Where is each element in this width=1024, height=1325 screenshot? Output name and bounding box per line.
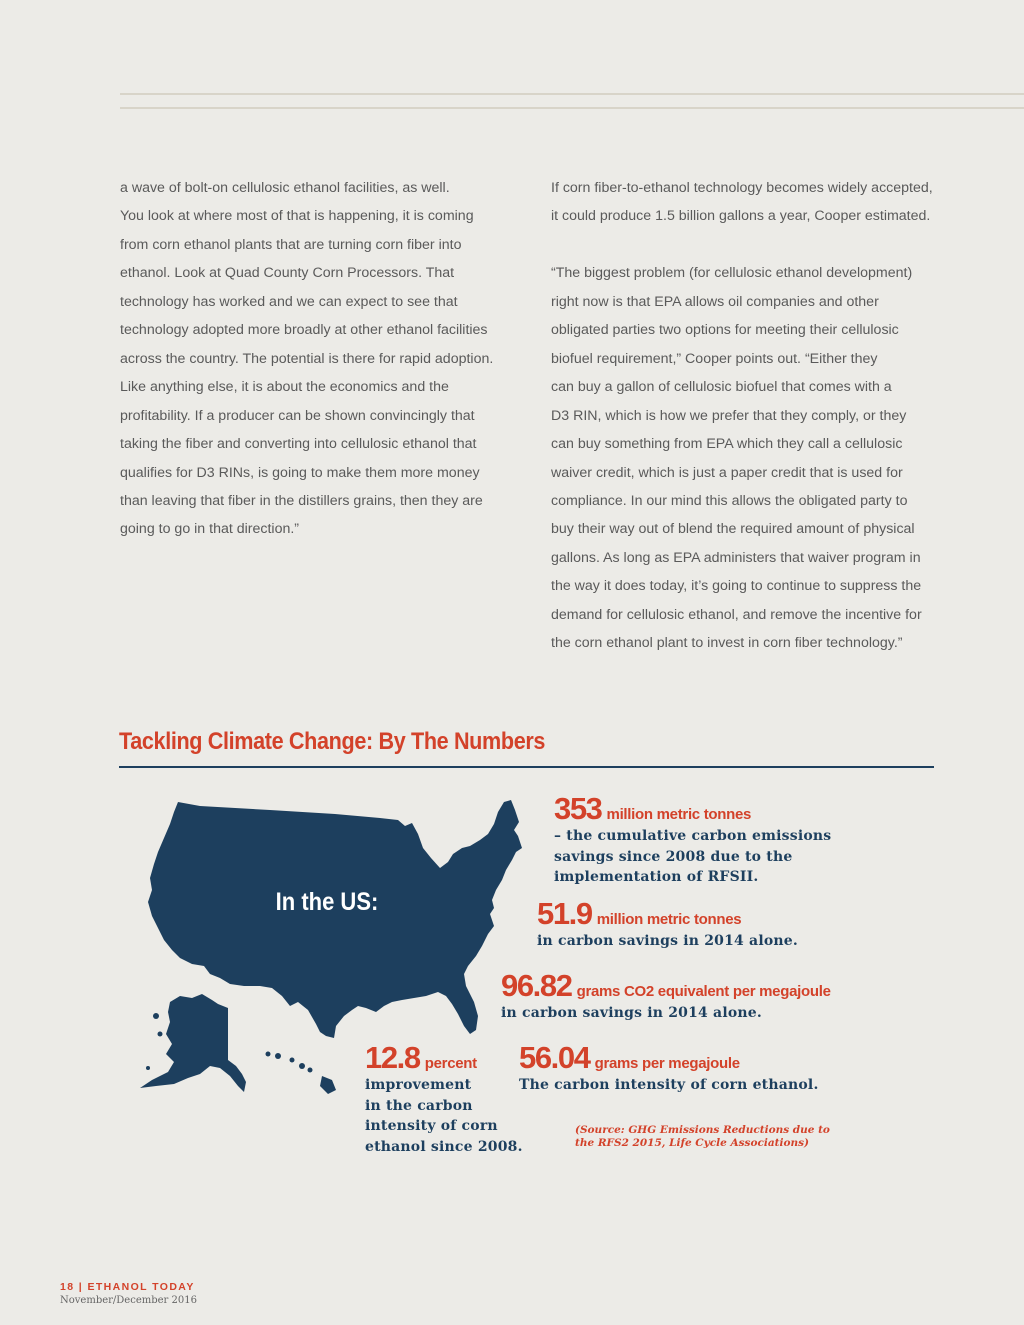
stat-description <box>501 1003 831 1024</box>
stat-description-line: savings since 2008 due to the <box>554 848 793 865</box>
article-line: can buy a gallon of cellulosic biofuel that comes with a <box>551 379 892 396</box>
stat-description-line: The carbon intensity of corn ethanol. <box>519 1077 819 1093</box>
stat-description <box>519 1075 819 1096</box>
article-line: ethanol. Look at Quad County Corn Processors. That <box>120 265 455 282</box>
stat-12-8 <box>365 1042 523 1157</box>
page-footer <box>60 1281 197 1306</box>
article-line: can buy something from EPA which they call a cellulosic <box>551 436 903 453</box>
stat-value: 51.9 <box>537 896 592 931</box>
stat-96-82 <box>501 970 831 1024</box>
stat-description-line: improvement <box>365 1077 472 1093</box>
stat-description-line: intensity of corn <box>365 1118 498 1134</box>
article-line: profitability. If a producer can be shown convincingly that <box>120 407 475 424</box>
article-line: buy their way out of blend the required amount of physical <box>551 521 915 538</box>
stat-56-04 <box>519 1042 819 1096</box>
article-line: “The biggest problem (for cellulosic ethanol development) <box>551 265 913 282</box>
article-right-paragraph-2 <box>551 259 961 657</box>
page-number: 18 | ETHANOL TODAY <box>60 1281 195 1293</box>
stat-description <box>554 826 831 888</box>
stat-description-line: in carbon savings in 2014 alone. <box>501 1005 762 1021</box>
article-line: D3 RIN, which is how we prefer that they comply, or they <box>551 407 907 424</box>
stat-description-line: – the cumulative carbon emissions <box>554 828 832 844</box>
article-line: obligated parties two options for meeting their cellulosic <box>551 322 899 339</box>
section-title: Tackling Climate Change: By The Numbers <box>119 728 546 755</box>
article-line: waiver credit, which is just a paper credit that is used for <box>551 464 903 481</box>
header-rule-top <box>120 93 1024 95</box>
stat-51-9 <box>537 898 798 952</box>
article-line: biofuel requirement,” Cooper points out. “Either they <box>551 350 878 367</box>
hawaii-island <box>308 1068 313 1073</box>
article-line: You look at where most of that is happening, it is coming <box>120 208 474 225</box>
stat-description <box>365 1075 523 1157</box>
alaska-shape <box>140 994 246 1092</box>
article-line: technology adopted more broadly at other ethanol facilities <box>120 322 488 339</box>
stat-value: 12.8 <box>365 1040 420 1075</box>
stat-unit: grams CO2 equivalent per megajoule <box>576 983 831 1000</box>
source-line: (Source: GHG Emissions Reductions due to <box>575 1124 830 1136</box>
stat-description-line: implementation of RFSII. <box>554 869 759 885</box>
article-line: demand for cellulosic ethanol, and remove the incentive for <box>551 606 922 623</box>
article-line: right now is that EPA allows oil companies and other <box>551 293 879 310</box>
stat-value: 96.82 <box>501 968 572 1003</box>
article-line: technology has worked and we can expect to see that <box>120 293 458 310</box>
header-rule-bottom <box>120 107 1024 109</box>
stat-unit: million metric tonnes <box>606 806 752 823</box>
stat-value: 353 <box>554 791 602 826</box>
stat-unit: million metric tonnes <box>596 911 742 928</box>
stat-unit: grams per megajoule <box>594 1055 740 1072</box>
source-note <box>575 1124 835 1149</box>
stat-353 <box>554 793 831 888</box>
stat-description-line: in the carbon <box>365 1097 473 1114</box>
article-line: qualifies for D3 RINs, is going to make them more money <box>120 464 480 481</box>
article-line: taking the fiber and converting into cellulosic ethanol that <box>120 436 477 453</box>
source-line: the RFS2 2015, Life Cycle Associations) <box>575 1136 809 1149</box>
article-line: a wave of bolt-on cellulosic ethanol facilities, as well. <box>120 180 450 196</box>
alaska-island <box>146 1066 150 1070</box>
article-line: gallons. As long as EPA administers that waiver program in <box>551 549 921 566</box>
issue-date: November/December 2016 <box>60 1295 197 1306</box>
hawaii-big-island <box>320 1076 336 1094</box>
article-line: Like anything else, it is about the economics and the <box>120 379 449 396</box>
article-left-column <box>120 174 530 544</box>
article-line: going to go in that direction.” <box>120 521 300 538</box>
article-right-paragraph-1 <box>551 174 961 231</box>
alaska-island <box>153 1013 159 1019</box>
article-line: from corn ethanol plants that are turning corn fiber into <box>120 236 462 253</box>
article-line: compliance. In our mind this allows the obligated party to <box>551 492 908 509</box>
stat-description-line: ethanol since 2008. <box>365 1138 523 1155</box>
article-line: the way it does today, it’s going to continue to suppress the <box>551 578 922 595</box>
article-line: across the country. The potential is there for rapid adoption. <box>120 350 494 367</box>
hawaii-island <box>266 1052 271 1057</box>
article-line: than leaving that fiber in the distillers grains, then they are <box>120 492 483 509</box>
hawaii-island <box>275 1053 281 1059</box>
hawaii-island <box>299 1063 305 1069</box>
hawaii-island <box>290 1058 295 1063</box>
article-line: If corn fiber-to-ethanol technology becomes widely accepted, <box>551 180 933 196</box>
article-right-column <box>551 174 961 658</box>
map-label: In the US: <box>275 888 379 916</box>
alaska-island <box>158 1032 163 1037</box>
article-line: it could produce 1.5 billion gallons a year, Cooper estimated. <box>551 208 931 225</box>
stat-unit: percent <box>424 1055 477 1072</box>
article-line: the corn ethanol plant to invest in corn fiber technology.” <box>551 635 903 652</box>
stat-value: 56.04 <box>519 1040 590 1075</box>
stat-description-line: in carbon savings in 2014 alone. <box>537 933 798 949</box>
section-title-rule <box>119 766 934 768</box>
stat-description <box>537 931 798 952</box>
